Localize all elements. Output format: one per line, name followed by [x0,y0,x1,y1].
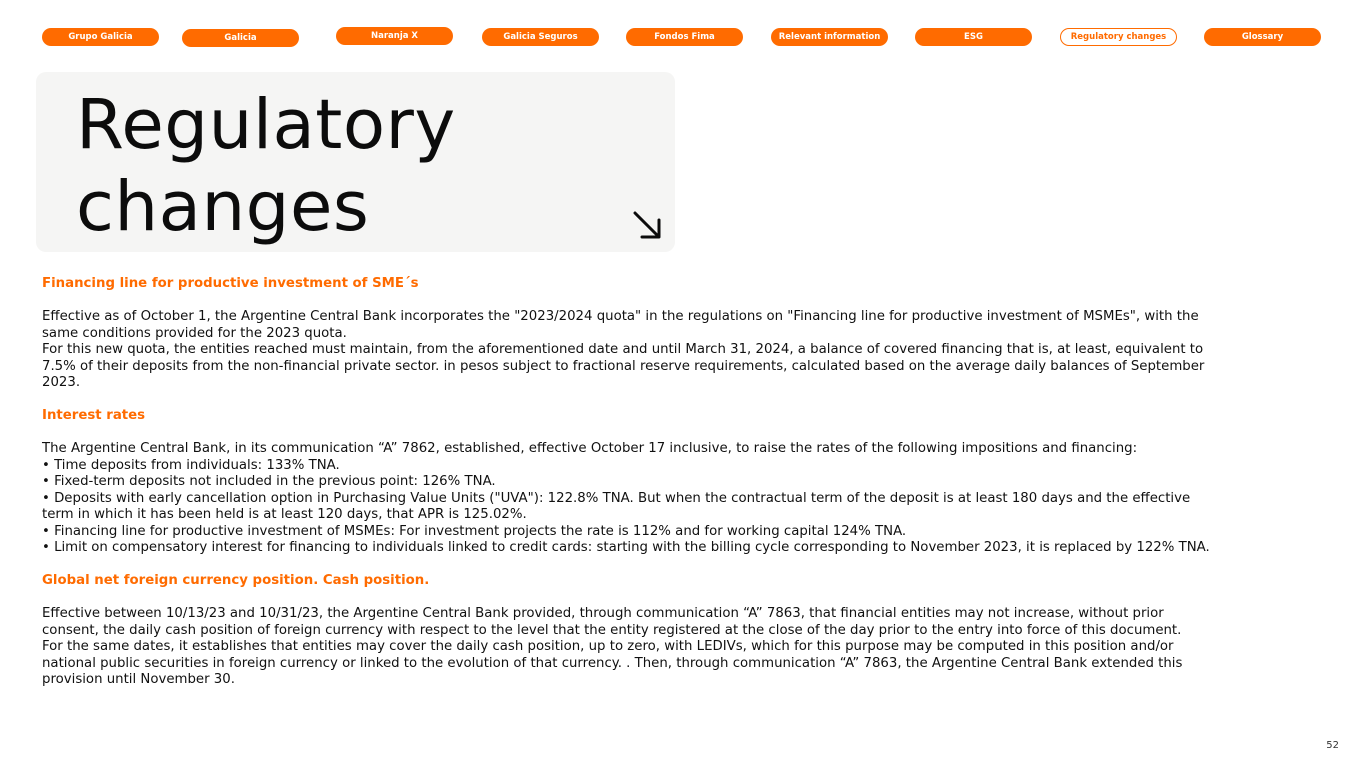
section-heading: Financing line for productive investment of SME´s [42,276,419,291]
bullet-item: • Financing line for productive investment of MSMEs: For investment projects the rate is 112% and for working capital 124% TNA. [42,523,907,539]
paragraph: Effective as of October 1, the Argentine Central Bank incorporates the "2023/2024 quota" in the regulations on "Financing line for productive investment of MSMEs", with the same conditions provided for the 2023 quota. [42,309,1199,341]
nav-tab-naranja-x[interactable]: Naranja X [336,27,453,45]
section-interest-rates [42,408,1222,557]
section-heading: Global net foreign currency position. Cash position. [42,573,430,588]
bullet-item: • Fixed-term deposits not included in the previous point: 126% TNA. [42,474,496,489]
nav-tab-galicia[interactable]: Galicia [182,29,299,47]
nav-tab-galicia-seguros[interactable]: Galicia Seguros [482,28,599,46]
nav-tab-grupo-galicia[interactable]: Grupo Galicia [42,28,159,46]
main-content [42,276,1222,689]
bullet-item: • Limit on compensatory interest for financing to individuals linked to credit cards: starting with the billing cycle corresponding to November 2023, it is replaced by 122% TNA. [42,540,1210,555]
bullet-item: • Time deposits from individuals: 133% TNA. [42,457,340,473]
section-financing-line [42,276,1222,392]
page-title-line-2: changes [76,167,370,247]
paragraph: For this new quota, the entities reached must maintain, from the aforementioned date and until March 31, 2024, a balance of covered financing that is, at least, equivalent to 7.5% of their deposits from the non-financial private sector. in pesos subject to fractional reserve requirements, calculated based on the average daily balances of September 2023. [42,342,1205,390]
paragraph: For the same dates, it establishes that entities may cover the daily cash position, up to zero, with LEDIVs, which for this purpose may be computed in this position and/or national public securities in foreign currency or linked to the evolution of that currency. . Then, through communication “A” 7863, the Argentine Central Bank extended this provision until November 30. [42,639,1183,687]
page-title-line-1: Regulatory [76,85,456,165]
section-heading: Interest rates [42,408,146,423]
section-foreign-currency-position [42,573,1222,689]
arrow-down-right-icon [632,210,662,240]
page-title [76,84,456,248]
nav-tab-esg[interactable]: ESG [915,28,1032,46]
title-card [36,72,675,252]
nav-tab-relevant-information[interactable]: Relevant information [771,28,888,46]
top-navigation [0,0,1365,60]
paragraph: Effective between 10/13/23 and 10/31/23, the Argentine Central Bank provided, through communication “A” 7863, that financial entities may not increase, without prior consent, the daily cash position of foreign currency with respect to the level that the entity registered at the close of the day prior to the entry into force of this document. [42,606,1182,638]
paragraph: The Argentine Central Bank, in its communication “A” 7862, established, effective October 17 inclusive, to raise the rates of the following impositions and financing: [42,441,1138,456]
nav-tab-fondos-fima[interactable]: Fondos Fima [626,28,743,46]
page-number: 52 [1326,740,1339,751]
bullet-item: • Deposits with early cancellation option in Purchasing Value Units ("UVA"): 122.8% TNA. But when the contractual term of the deposit is at least 180 days and the effective term in which it has been held is at least 120 days, that APR is 125.02%. [42,490,1191,522]
nav-tab-regulatory-changes[interactable]: Regulatory changes [1060,28,1177,46]
nav-tab-glossary[interactable]: Glossary [1204,28,1321,46]
